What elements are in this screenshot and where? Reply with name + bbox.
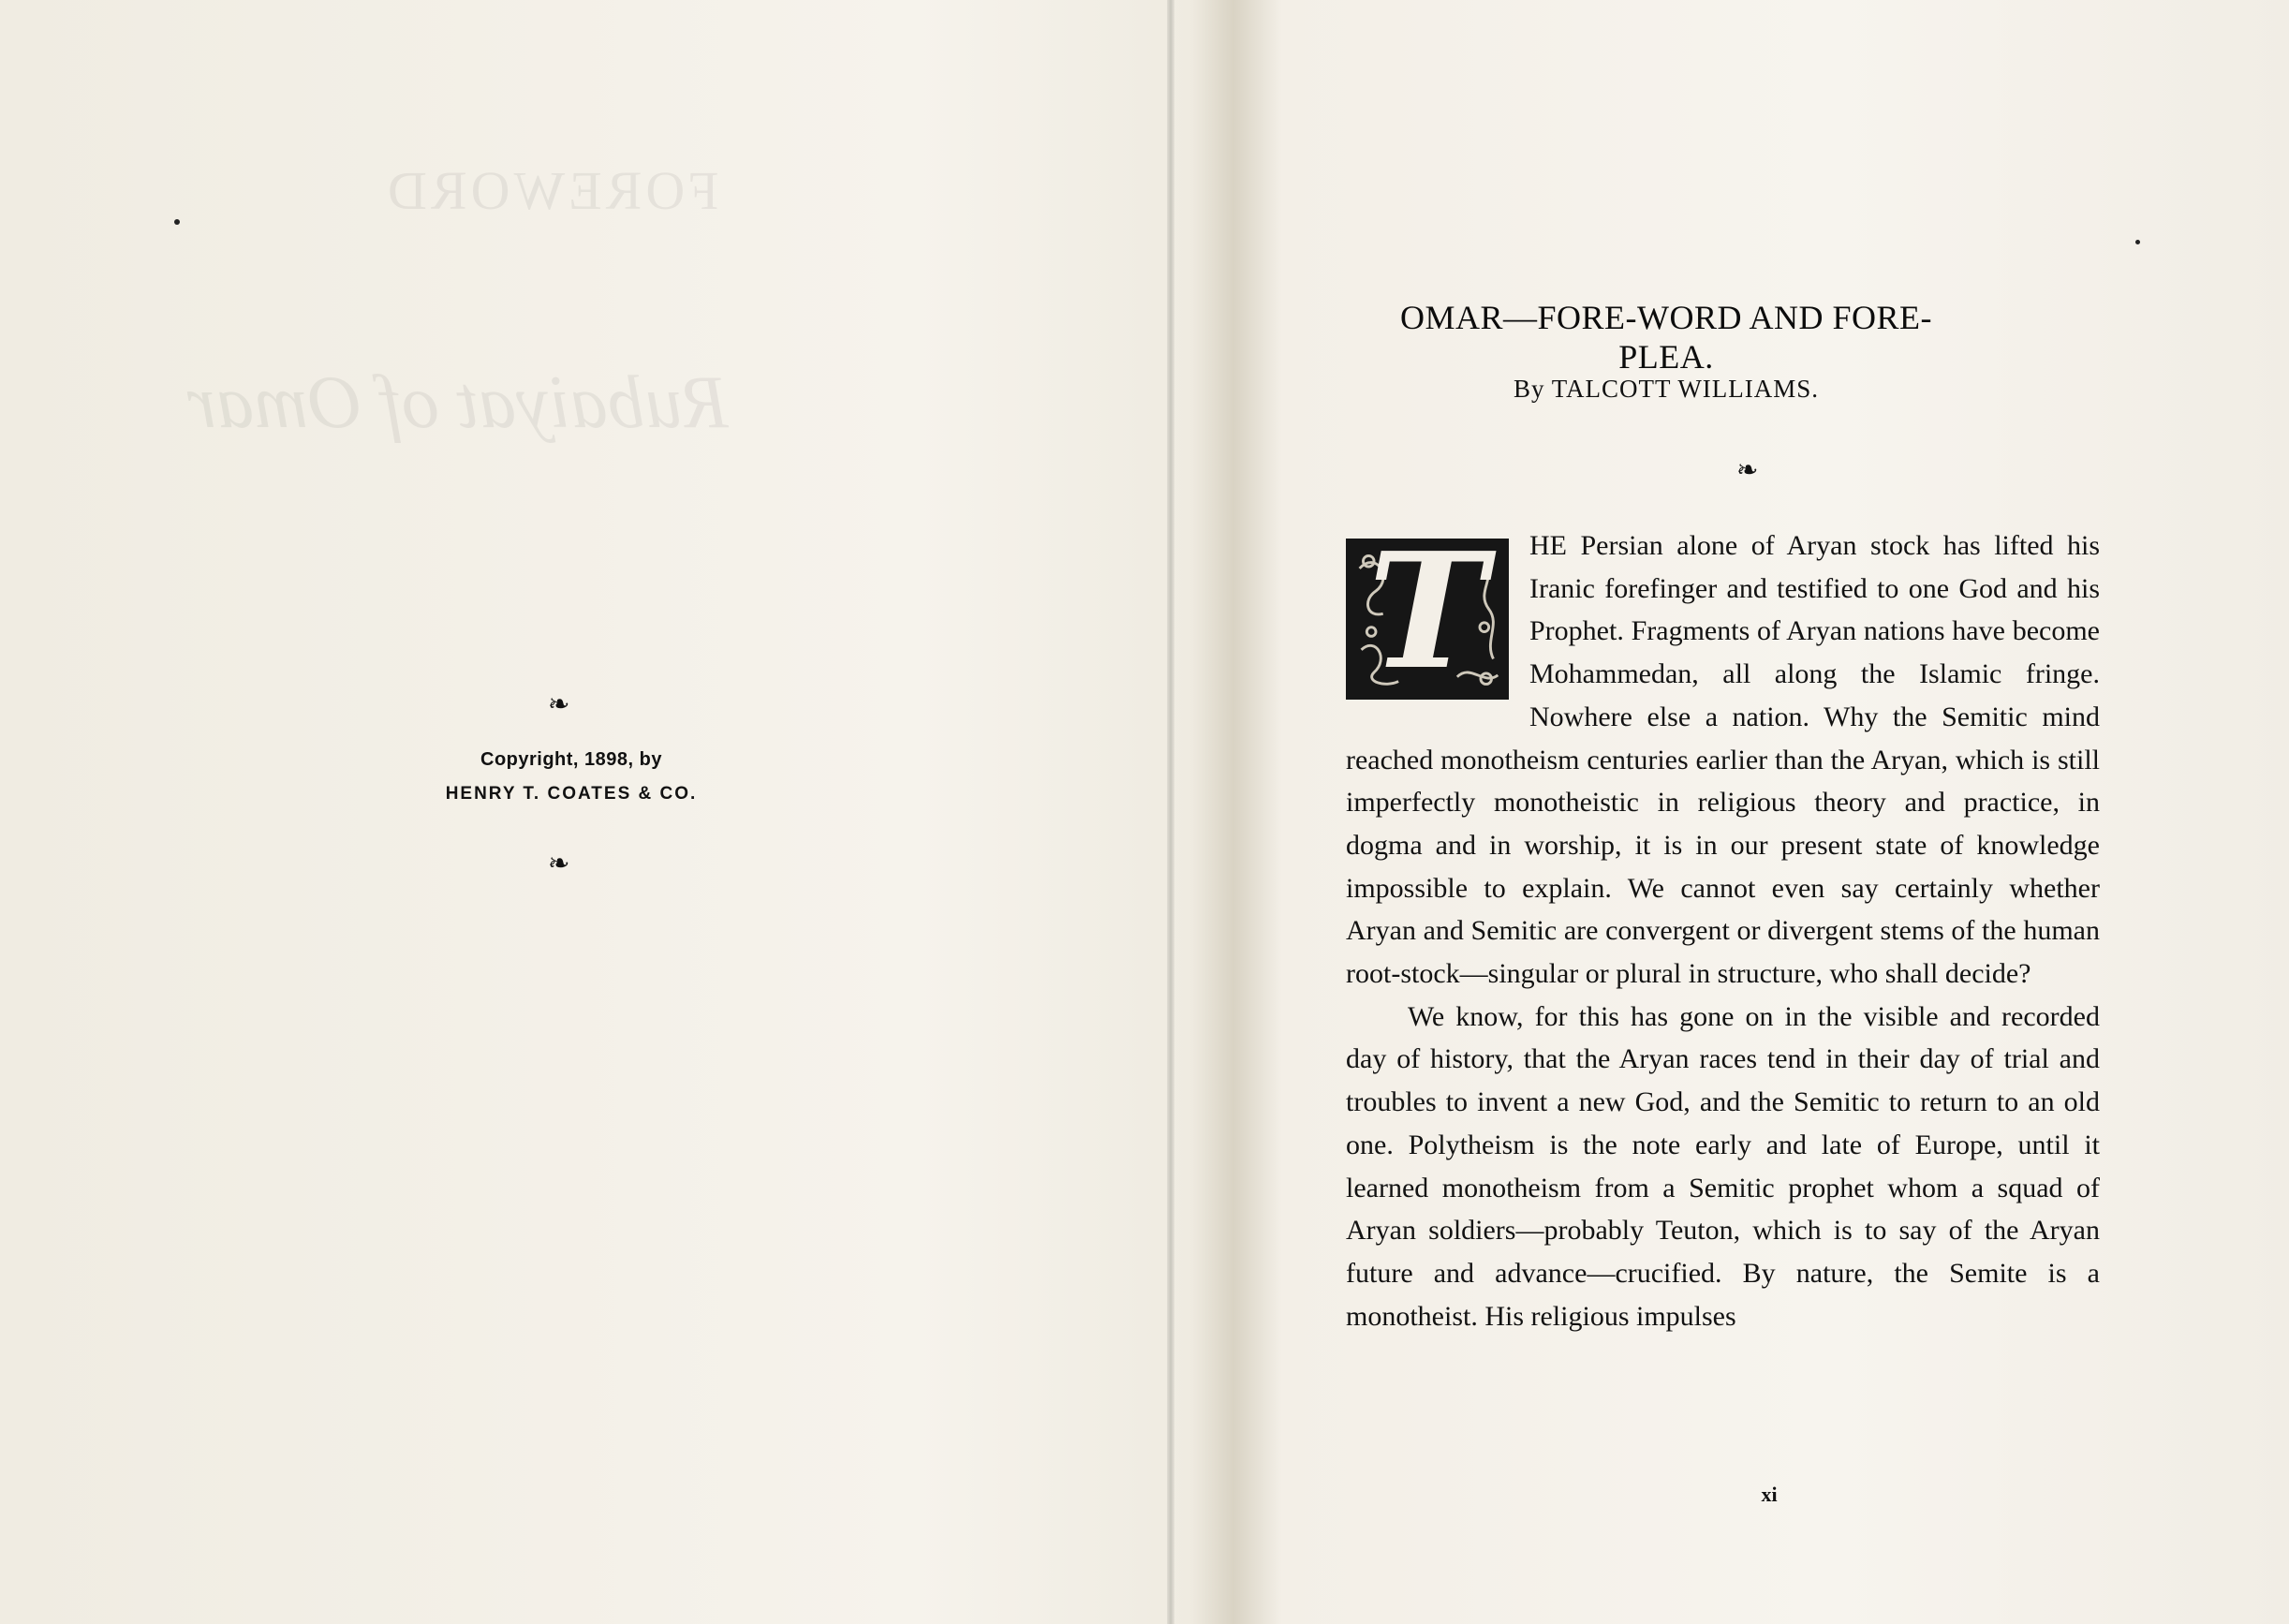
fleuron-bottom-icon: ❧ (548, 849, 570, 878)
paper-speck (2135, 240, 2140, 244)
body-text (1346, 524, 2100, 1337)
page-number: xi (1761, 1483, 1778, 1506)
show-through-heading: FOREWORD (384, 160, 719, 221)
paragraph-2: We know, for this has gone on in the visible and recorded day of history, that the Aryan races tend in their day of trial and troubles to invent a new God, and the Semitic to return to an old one. Polytheism is the note early and late of Europe, until it learned monotheism from a Semitic prophet whom a squad of Aryan soldiers—probably Teuton, which is to say of the Aryan future and advance—crucified. By nature, the Semite is a monotheist. His religious impulses (1346, 1000, 2100, 1332)
author-byline: By TALCOTT WILLIAMS. (1513, 375, 1820, 403)
drop-cap-ornament (1346, 539, 1509, 700)
book-gutter (1167, 0, 1174, 1624)
paragraph-1 (1346, 524, 2100, 996)
publisher-line: HENRY T. COATES & CO. (445, 784, 698, 804)
copyright-block (356, 749, 787, 805)
show-through-title: Rubaiyat of Omar (187, 362, 729, 444)
chapter-title: OMAR—FORE-WORD AND FORE-PLEA. (1399, 299, 1933, 376)
fleuron-icon: ❧ (1736, 456, 1759, 485)
drop-cap-letter: T (1367, 539, 1487, 700)
fleuron-top-icon: ❧ (548, 690, 570, 719)
paper-speck (174, 219, 180, 225)
right-page (1174, 0, 2289, 1624)
paragraph-1-text: HE Persian alone of Aryan stock has lifted his Iranic forefinger and testified to one God and his Prophet. Fragments of Aryan nations have become Mohammedan, all along the Islamic fringe. Nowhere else a nation. Why the Semitic mind reached monotheism centuries earlier than the Aryan, which is still imperfectly monotheistic in religious theory and practice, in dogma and in worship, it is in our present state of knowledge impossible to explain. We cannot even say certainly whether Aryan and Semitic are convergent or divergent stems of the human root-stock—singular or plural in structure, who shall decide? (1346, 530, 2100, 990)
copyright-line: Copyright, 1898, by (480, 749, 662, 770)
